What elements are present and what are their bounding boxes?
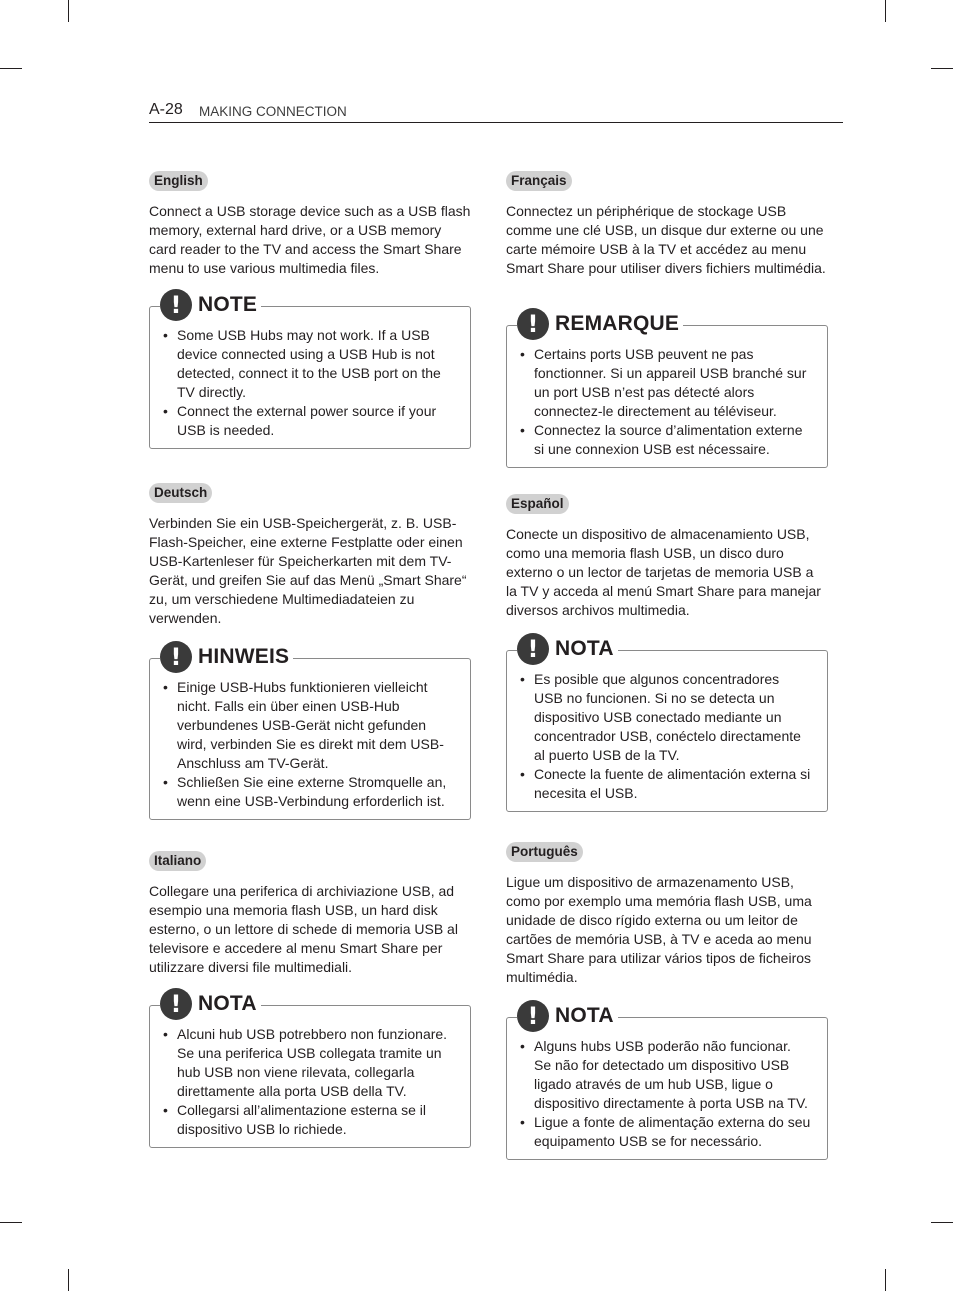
note-item: • Some USB Hubs may not work. If a USB device connected using a USB Hub is not detected, connect it to the USB port on the TV directly. xyxy=(163,326,454,402)
exclamation-icon: ! xyxy=(160,289,192,321)
note-title: NOTA xyxy=(555,637,614,660)
language-tag-portugues: Português xyxy=(506,842,583,862)
note-header xyxy=(160,289,261,321)
section-title: MAKING CONNECTION xyxy=(199,104,347,119)
note-header xyxy=(517,308,683,340)
crop-mark xyxy=(68,1269,69,1291)
note-list xyxy=(507,326,827,467)
note-item: • Alcuni hub USB potrebbero non funzionare. Se una periferica USB collegata tramite un hub USB non viene rilevata, collegarla direttamente alla porta USB della TV. xyxy=(163,1025,454,1101)
note-list xyxy=(507,651,827,811)
note-box-portugues xyxy=(506,1002,828,1160)
section-portugues xyxy=(506,842,828,987)
note-list xyxy=(150,659,470,819)
note-box-english xyxy=(149,291,471,449)
crop-mark xyxy=(885,0,886,22)
note-title: NOTE xyxy=(198,293,258,316)
language-tag-francais: Français xyxy=(506,171,572,191)
crop-mark xyxy=(68,0,69,22)
note-box-francais xyxy=(506,310,828,468)
section-english xyxy=(149,171,471,278)
crop-mark xyxy=(931,68,953,69)
crop-mark xyxy=(0,1222,22,1223)
language-tag-italiano: Italiano xyxy=(149,851,206,871)
crop-mark xyxy=(885,1269,886,1291)
crop-mark xyxy=(931,1222,953,1223)
note-title: HINWEIS xyxy=(198,645,290,668)
note-item: • Collegarsi all’alimentazione esterna se il dispositivo USB lo richiede. xyxy=(163,1101,454,1139)
exclamation-icon: ! xyxy=(517,1000,549,1032)
exclamation-icon: ! xyxy=(160,988,192,1020)
note-list xyxy=(150,307,470,448)
note-title: REMARQUE xyxy=(555,312,680,335)
note-item: • Einige USB-Hubs funktionieren vielleicht nicht. Falls ein über einen USB-Hub verbundenes USB-Gerät nicht gefunden wird, verbinden Sie es direkt mit dem USB-Anschluss am TV-Gerät. xyxy=(163,678,454,773)
exclamation-icon: ! xyxy=(160,641,192,673)
section-deutsch xyxy=(149,483,471,628)
note-item: • Es posible que algunos concentradores USB no funcionen. Si no se detecta un dispositivo USB conectado mediante un concentrador USB, conéctelo directamente al puerto USB de la TV. xyxy=(520,670,811,765)
page-header xyxy=(149,101,843,123)
note-item: • Alguns hubs USB poderão não funcionar. Se não for detectado um dispositivo USB ligado através de um hub USB, ligue o dispositivo directamente à porta USB na TV. xyxy=(520,1037,811,1113)
note-item: • Ligue a fonte de alimentação externa do seu equipamento USB se for necessário. xyxy=(520,1113,811,1151)
note-header xyxy=(160,988,261,1020)
page-number: A-28 xyxy=(149,101,183,118)
intro-text-deutsch: Verbinden Sie ein USB-Speichergerät, z. B. USB-Flash-Speicher, eine externe Festplatte oder einen USB-Kartenleser für Speicherkarten mit dem TV-Gerät, und greifen Sie auf das Menü „Smart Share“ zu, um verschiedene Multimediadateien zu verwenden. xyxy=(149,515,467,626)
note-list xyxy=(150,1006,470,1147)
note-header xyxy=(517,633,618,665)
crop-mark xyxy=(0,68,22,69)
language-tag-deutsch: Deutsch xyxy=(149,483,212,503)
section-italiano xyxy=(149,851,471,977)
intro-text-english: Connect a USB storage device such as a USB flash memory, external hard drive, or a USB memory card reader to the TV and access the Smart Share menu to use various multimedia files. xyxy=(149,203,471,276)
note-item: • Conecte la fuente de alimentación externa si necesita el USB. xyxy=(520,765,811,803)
note-item: • Connectez la source d’alimentation externe si une connexion USB est nécessaire. xyxy=(520,421,811,459)
section-francais xyxy=(506,171,828,278)
note-header xyxy=(160,641,293,673)
exclamation-icon: ! xyxy=(517,633,549,665)
intro-text-francais: Connectez un périphérique de stockage USB comme une clé USB, un disque dur externe ou une carte mémoire USB à la TV et accédez au menu Smart Share pour utiliser divers fichiers multimédia. xyxy=(506,203,826,276)
language-tag-english: English xyxy=(149,171,208,191)
note-header xyxy=(517,1000,618,1032)
section-espanol xyxy=(506,494,828,620)
note-box-deutsch xyxy=(149,643,471,820)
note-box-espanol xyxy=(506,635,828,812)
intro-text-portugues: Ligue um dispositivo de armazenamento USB, como por exemplo uma memória flash USB, uma unidade de disco rígido externa ou um leitor de cartões de memória USB, à TV e aceda ao menu Smart Share para utilizar vários tipos de ficheiros multimédia. xyxy=(506,874,812,985)
note-item: • Schließen Sie eine externe Stromquelle an, wenn eine USB-Verbindung erforderlich ist. xyxy=(163,773,454,811)
note-title: NOTA xyxy=(198,992,257,1015)
note-item: • Connect the external power source if your USB is needed. xyxy=(163,402,454,440)
intro-text-italiano: Collegare una periferica di archiviazione USB, ad esempio una memoria flash USB, un hard disk esterno, o un lettore di schede di memoria USB al televisore e accedere al menu Smart Share per utilizzare diversi file multimediali. xyxy=(149,883,458,975)
language-tag-espanol: Español xyxy=(506,494,569,514)
intro-text-espanol: Conecte un dispositivo de almacenamiento USB, como una memoria flash USB, un disco duro externo o un lector de tarjetas de memoria USB a la TV y acceda al menú Smart Share para manejar diversos archivos multimedia. xyxy=(506,526,821,618)
note-title: NOTA xyxy=(555,1004,614,1027)
note-item: • Certains ports USB peuvent ne pas fonctionner. Si un appareil USB branché sur un port USB n’est pas détecté alors connectez-le directement au téléviseur. xyxy=(520,345,811,421)
note-list xyxy=(507,1018,827,1159)
exclamation-icon: ! xyxy=(517,308,549,340)
note-box-italiano xyxy=(149,990,471,1148)
